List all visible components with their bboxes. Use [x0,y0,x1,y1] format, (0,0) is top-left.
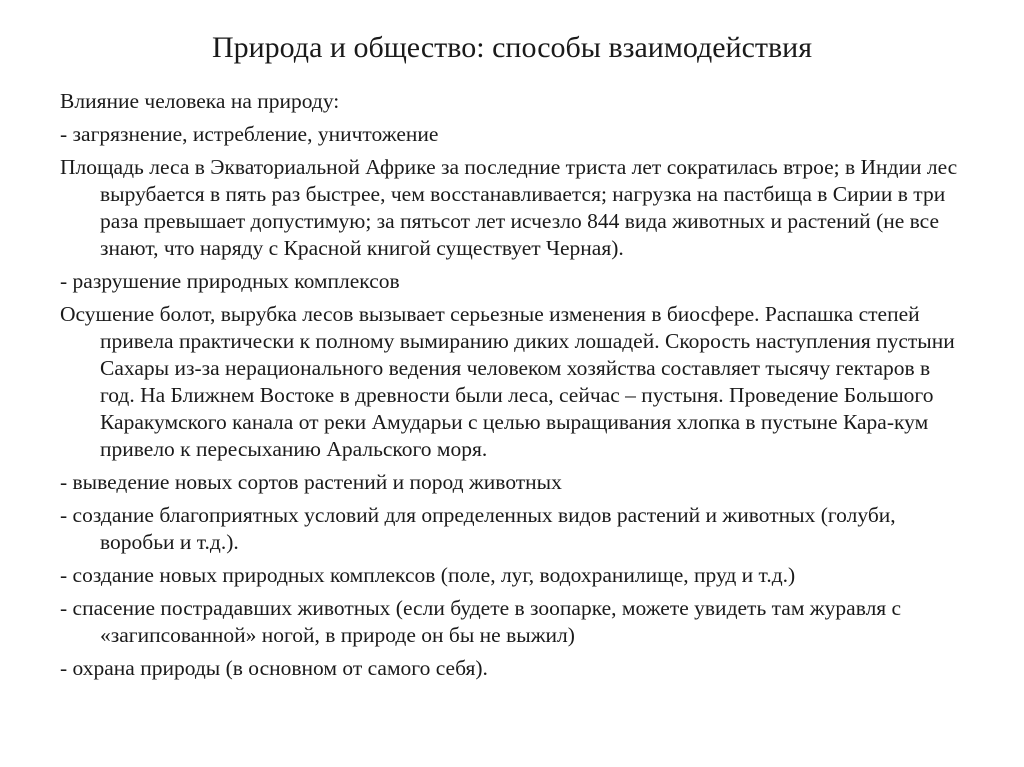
slide-body [60,88,970,688]
paragraph-forest-facts: Площадь леса в Экваториальной Африке за последние триста лет сократилась втрое; в Индии лес вырубается в пять раз быстрее, чем восстанавливается; нагрузка на пастбища в Сирии в три раза превышает допустимую; за пятьсот лет исчезло 844 вида животных и растений (не все знают, что наряду с Красной книгой существует Черная). [60,155,958,260]
paragraph-protection: - охрана природы (в основном от самого себя). [60,656,488,680]
paragraph-biosphere-facts: Осушение болот, вырубка лесов вызывает серьезные изменения в биосфере. Распашка степей привела практически к полному вымиранию диких лошадей. Скорость наступления пустыни Сахары из-за нерационального ведения человеком хозяйства составляет тысячу гектаров в год. На Ближнем Востоке в древности были леса, сейчас – пустыня. Проведение Большого Каракумского канала от реки Амударьи с целью выращивания хлопка в пустыне Кара-кум привело к пересыханию Аральского моря. [60,302,955,461]
paragraph-breeding: - выведение новых сортов растений и пород животных [60,470,562,494]
paragraph-pollution: - загрязнение, истребление, уничтожение [60,122,439,146]
slide-title: Природа и общество: способы взаимодействия [211,31,813,64]
paragraph-new-complexes: - создание новых природных комплексов (поле, луг, водохранилище, пруд и т.д.) [60,563,796,587]
paragraph-destruction: - разрушение природных комплексов [60,269,400,293]
paragraph-rescue: - спасение пострадавших животных (если будете в зоопарке, можете увидеть там журавля с «загипсованной» ногой, в природе он бы не выжил) [60,596,902,647]
paragraph-intro: Влияние человека на природу: [60,89,340,113]
paragraph-favorable-conditions: - создание благоприятных условий для определенных видов растений и животных (голуби, воробьи и т.д.). [60,503,896,554]
